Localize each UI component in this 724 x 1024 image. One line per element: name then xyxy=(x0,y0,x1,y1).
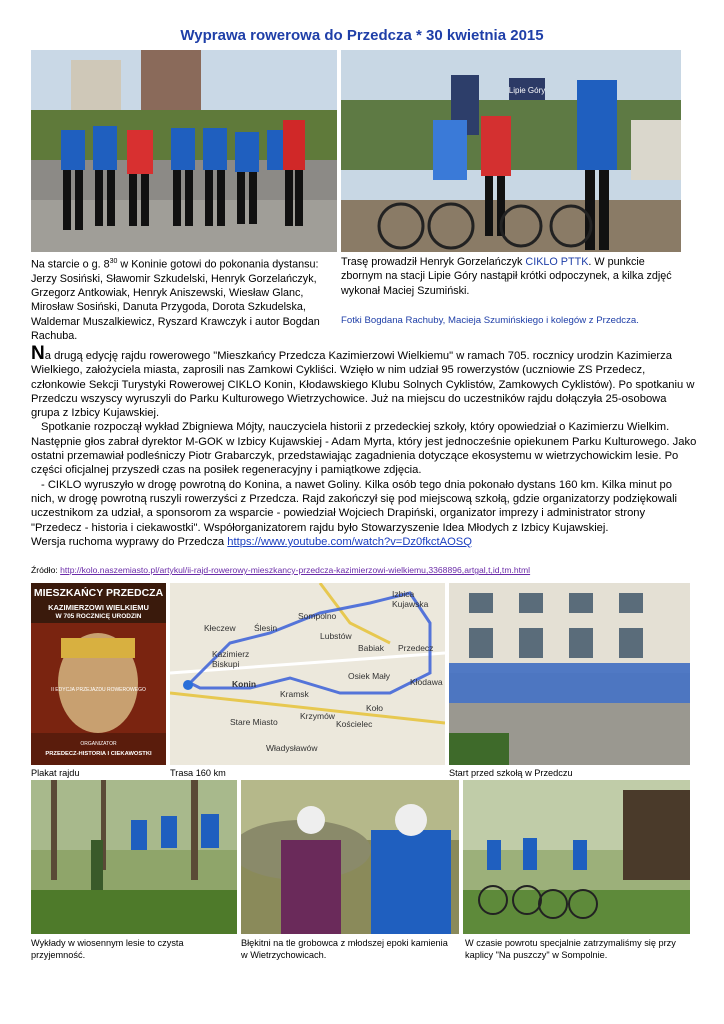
map-label-lubstow: Lubstów xyxy=(320,631,352,641)
photo-credits: Fotki Bogdana Rachuby, Macieja Szumińskiego i kolegów z Przedcza. xyxy=(341,315,639,326)
caption-poster: Plakat rajdu xyxy=(31,768,80,778)
paragraph-2: Spotkanie rozpoczął wykład Zbigniewa Mójty, nauczyciela historii z przedeckiej szkoły, który opowiedział o Kazimierzu Wielkim. Następnie głos zabrał dyrektor M-GOK w Izbicy Kujawskiej - Adam Myrta, który jest jednocześnie opiekunem Parku Kulturowego. Jako ostatni przemawiał podleśniczy Piotr Grabarczyk, przedstawiając zagadnienia dotyczące ekosystemu w wietrzychowickim lesie. Po części oficjalnej przyszedł czas na posiłek regeneracyjny i pamiątkowe zdjęcia. xyxy=(31,421,697,477)
map-label-babiak: Babiak xyxy=(358,643,384,653)
map-label-sompolno: Sompolno xyxy=(298,611,337,621)
article-body xyxy=(31,343,697,549)
map-label-konin: Konin xyxy=(232,679,257,689)
poster-title-2: KAZIMIERZOWI WIELKIEMU xyxy=(48,603,149,612)
map-label-slesin: Ślesin xyxy=(254,623,278,633)
photo-tomb-blue xyxy=(241,780,459,934)
photo-lipie-gory-station xyxy=(341,50,681,252)
map-label-izbica: Izbica Kujawska xyxy=(392,589,429,609)
map-label-kolo: Koło xyxy=(366,703,384,713)
poster-organizer-name: PRZEDECZ-HISTORIA I CIEKAWOSTKI xyxy=(45,751,152,757)
poster-organizer-label: ORGANIZATOR xyxy=(80,741,117,747)
poster-title-3: W 705 ROCZNICĘ URODZIN xyxy=(55,613,142,620)
caption-chapel: W czasie powrotu specjalnie zatrzymaliśmy się przy kaplicy "Na puszczy" w Sompolnie. xyxy=(465,938,676,960)
source-link[interactable]: http://kolo.naszemiasto.pl/artykul/ii-rajd-rowerowy-mieszkancy-przedcza-kazimierzowi-wielkiemu,3368896,artgal,t,id,tm.html xyxy=(60,565,531,575)
poster-edition: II EDYCJA PRZEJAZDU ROWEROWEGO xyxy=(51,687,146,693)
caption-route: Trasa 160 km xyxy=(170,768,226,778)
drop-cap: N xyxy=(31,343,45,364)
map-label-osiek: Osiek Mały xyxy=(348,671,391,681)
page-title: Wyprawa rowerowa do Przedcza * 30 kwietnia 2015 xyxy=(180,27,544,44)
route-map xyxy=(170,583,445,765)
map-label-krzymow: Krzymów xyxy=(300,711,335,721)
paragraph-3: - CIKLO wyruszyło w drogę powrotną do Konina, a nawet Goliny. Kilka osób tego dnia pokonało dystans 160 km. Kilka minut po nich, w drogę powrotną ruszyli rowerzyści z Przedcza. Rajd zakończył się pod miejscową szkołą, gdzie organizatorzy podziękowali uczestnikom za udział, a sponsorom za wsparcie - powiedział Wojciech Drapiński, organizator imprezy i administrator strony "Przedecz - historia i ciekawostki". Współorganizatorem rajdu było Stowarzyszenie Idea Młodych z Izbicy Kujawskiej. xyxy=(31,478,678,534)
youtube-link[interactable]: https://www.youtube.com/watch?v=Dz0fkctAOSQ xyxy=(227,535,472,548)
map-label-przedecz: Przedecz xyxy=(398,643,434,653)
map-label-wladyslawow: Władysławów xyxy=(266,743,318,753)
caption-forest: Wykłady w wiosennym lesie to czysta przyjemność. xyxy=(31,938,184,960)
poster-image xyxy=(31,583,166,765)
map-label-stare-miasto: Stare Miasto xyxy=(230,717,278,727)
photo-start-konin xyxy=(31,50,337,252)
photo-forest-lecture xyxy=(31,780,237,934)
caption-start: Na starcie o g. $8^{30}$ w Koninie gotowi do pokonania dystansu: Jerzy Sosiński, Sławomir Szkudelski, Henryk Gorzelańczyk, Grzegorz Antkowiak, Henryk Aniszewski, Wiesław Glanc, Mirosław Sosiński, Danuta Przygoda, Dorota Szkudelska, Waldemar Muszalkiewicz, Ryszard Krawczyk i autor Bogdan Rachuba. xyxy=(31,258,320,343)
video-line: Wersja ruchoma wyprawy do Przedcza https://www.youtube.com/watch?v=Dz0fkctAOSQ xyxy=(31,535,472,548)
map-label-kramsk: Kramsk xyxy=(280,689,309,699)
map-label-kazimierz: Kazimierz Biskupi xyxy=(212,649,250,669)
source-line: Źródło: http://kolo.naszemiasto.pl/artykul/ii-rajd-rowerowy-mieszkancy-przedcza-kazimierzowi-wielkiemu,3368896,artgal,t,id,tm.html xyxy=(31,565,531,575)
map-label-kleczew: Kłeczew xyxy=(204,623,236,633)
station-sign-text: Lipie Góry xyxy=(508,86,546,95)
caption-station: Trasę prowadził Henryk Gorzelańczyk CIKLO PTTK. W punkcie zbornym na stacji Lipie Góry nastąpił krótki odpoczynek, a kilka zdjęć wykonał Maciej Szumiński. xyxy=(341,256,672,297)
ciklo-pttk-label: CIKLO PTTK xyxy=(525,256,589,268)
caption-tomb: Błękitni na tle grobowca z młodszej epoki kamienia w Wietrzychowicach. xyxy=(241,938,448,960)
map-label-klodawa: Kłodawa xyxy=(410,677,443,687)
caption-school: Start przed szkołą w Przedczu xyxy=(449,768,573,778)
paragraph-1: Na drugą edycję rajdu rowerowego "Mieszkańcy Przedcza Kazimierzowi Wielkiemu" w ramach 705. rocznicy urodzin Kazimierza Wielkiego, założyciela miasta, zaprosili nas Zamkowi Cykliści. Wzięło w nim udział 95 rowerzystów (uczniowie ZS Przedecz, członkowie Sekcji Turystyki Rowerowej CIKLO Konin, Kłodawskiego Klubu Solnych Cyklistów, Zamkowych Cyklistów). Po spotkaniu w Przedczu wszyscy wyruszyli do Parku Kulturowego Wietrzychowice. Już na miejscu do uczestników rajdu dołączyła 25-osobowa grupa z Izbicy Kujawskiej. xyxy=(31,343,695,420)
photo-school-start xyxy=(449,583,690,765)
map-label-koscielec: Kościelec xyxy=(336,719,373,729)
photo-chapel-stop xyxy=(463,780,690,934)
poster-title-1: MIESZKAŃCY PRZEDCZA xyxy=(33,587,164,599)
